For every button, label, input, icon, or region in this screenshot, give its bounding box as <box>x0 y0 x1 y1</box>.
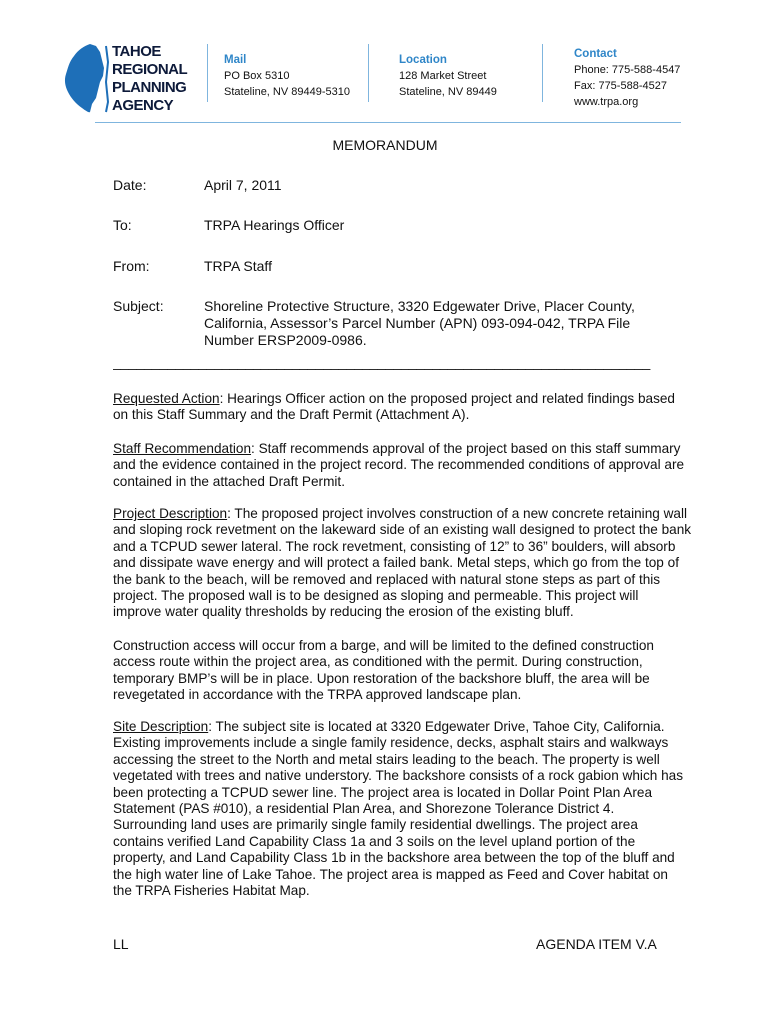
paragraph-line: and sloping rock revetment on the lakeward side of an existing wall designed to protect the bank <box>113 522 692 538</box>
staff-recommendation-paragraph <box>113 441 703 490</box>
contact-block <box>574 46 680 110</box>
contact-heading: Contact <box>574 48 617 60</box>
site-description-paragraph <box>113 719 703 899</box>
contact-fax: Fax: 775-588-4527 <box>574 80 667 92</box>
agenda-item-label: AGENDA ITEM V.A <box>536 936 657 952</box>
paragraph-line: vegetated with trees and native understory. The backshore consists of a rock gabion which has <box>113 768 684 784</box>
from-label: From: <box>113 258 150 274</box>
paragraph-line: temporary BMP’s will be in place. Upon restoration of the backshore bluff, the area will be <box>113 670 650 686</box>
contact-website[interactable]: www.trpa.org <box>574 96 639 108</box>
paragraph-line: accessing the street to the North and metal stairs leading to the beach. The property is well <box>113 751 660 767</box>
paragraph-line: Surrounding land uses are primarily single family residential dwellings. The project area <box>113 817 638 833</box>
requested-action-paragraph <box>113 391 703 424</box>
location-heading: Location <box>399 54 447 66</box>
paragraph-line: improve water quality thresholds by reducing the erosion of the existing bluff. <box>113 604 574 620</box>
paragraph-line: Statement (PAS #010), a residential Plan Area, and Shorezone Tolerance District 4. <box>113 801 615 817</box>
mail-line-1: PO Box 5310 <box>224 70 290 82</box>
subject-line: Shoreline Protective Structure, 3320 Edgewater Drive, Placer County, <box>204 298 635 314</box>
paragraph-line: contains verified Land Capability Class 1a and 3 soils on the level upland portion of the <box>113 833 636 849</box>
location-line-1: 128 Market Street <box>399 70 487 82</box>
paragraph-line: Construction access will occur from a barge, and will be limited to the defined construction <box>113 638 654 653</box>
date-value: April 7, 2011 <box>204 177 282 193</box>
mail-heading: Mail <box>224 54 247 66</box>
subject-value <box>204 298 674 349</box>
staff-recommendation-heading: Staff Recommendation <box>113 441 252 456</box>
separator-line: _____________________________________________________________________ <box>113 354 651 370</box>
construction-access-paragraph <box>113 638 703 704</box>
agency-name-line-3: PLANNING <box>112 79 187 96</box>
memo-title: MEMORANDUM <box>332 137 438 153</box>
paragraph-line: been protecting a TCPUD sewer line. The project area is located in Dollar Point Plan Area <box>113 784 653 800</box>
paragraph-line: access route within the project area, as conditioned with the permit. During construction, <box>113 654 643 670</box>
agency-name-line-1: TAHOE <box>112 43 161 60</box>
subject-line: Number ERSP2009-0986. <box>204 332 367 348</box>
to-label: To: <box>113 217 132 233</box>
date-label: Date: <box>113 177 147 193</box>
paragraph-line: the TRPA Fisheries Habitat Map. <box>113 883 310 899</box>
subject-label: Subject: <box>113 298 164 314</box>
paragraph-line: Project Description: The proposed project involves construction of a new concrete retaining wall <box>113 506 688 521</box>
footer-initials: LL <box>113 936 129 952</box>
paragraph-line: the high water line of Lake Tahoe. The project area is mapped as Feed and Cover habitat on <box>113 866 668 882</box>
paragraph-line: and the evidence contained in the project record. The recommended conditions of approval are <box>113 457 685 473</box>
paragraph-line: and dissipate wave energy and will protect a failed bank. Metal steps, which go from the top of <box>113 555 679 571</box>
paragraph-line: project. The proposed wall is to be designed as sloping and permeable. This project will <box>113 588 639 604</box>
paragraph-line: Existing improvements include a single family residence, decks, asphalt stairs and walkways <box>113 735 669 751</box>
requested-action-heading: Requested Action <box>113 391 220 406</box>
letterhead-divider <box>542 44 543 102</box>
letterhead-rule <box>95 122 681 123</box>
paragraph-line: Site Description: The subject site is located at 3320 Edgewater Drive, Tahoe City, California. <box>113 719 665 734</box>
paragraph-line: on this Staff Summary and the Draft Permit (Attachment A). <box>113 407 470 423</box>
site-description-heading: Site Description <box>113 719 209 734</box>
subject-line: California, Assessor’s Parcel Number (APN) 093-094-042, TRPA File <box>204 315 631 331</box>
from-value: TRPA Staff <box>204 258 272 274</box>
contact-phone: Phone: 775-588-4547 <box>574 64 681 76</box>
agency-name-line-2: REGIONAL <box>112 61 188 78</box>
to-value: TRPA Hearings Officer <box>204 217 345 233</box>
tahoe-basin-logo-icon <box>62 42 110 114</box>
letterhead-divider <box>368 44 369 102</box>
mail-line-2: Stateline, NV 89449-5310 <box>224 86 350 98</box>
mail-block <box>224 52 350 100</box>
project-description-paragraph <box>113 506 703 621</box>
paragraph-line: revegetated in accordance with the TRPA approved landscape plan. <box>113 687 522 703</box>
paragraph-line: Requested Action: Hearings Officer action on the proposed project and related findings based <box>113 391 675 406</box>
location-block <box>399 52 497 100</box>
project-description-heading: Project Description <box>113 506 228 521</box>
letterhead-divider <box>207 44 208 102</box>
paragraph-line: contained in the attached Draft Permit. <box>113 473 345 489</box>
location-line-2: Stateline, NV 89449 <box>399 86 497 98</box>
paragraph-line: property, and Land Capability Class 1b in the backshore area between the top of the bluff and <box>113 850 675 866</box>
paragraph-line: Staff Recommendation: Staff recommends approval of the project based on this staff summary <box>113 441 681 456</box>
paragraph-line: and a TCPUD sewer lateral. The rock revetment, consisting of 12” to 36” boulders, will absorb <box>113 538 676 554</box>
agency-name <box>112 43 187 115</box>
paragraph-line: the bank to the beach, will be removed and replaced with natural stone steps as part of this <box>113 571 661 587</box>
agency-name-line-4: AGENCY <box>112 97 174 114</box>
